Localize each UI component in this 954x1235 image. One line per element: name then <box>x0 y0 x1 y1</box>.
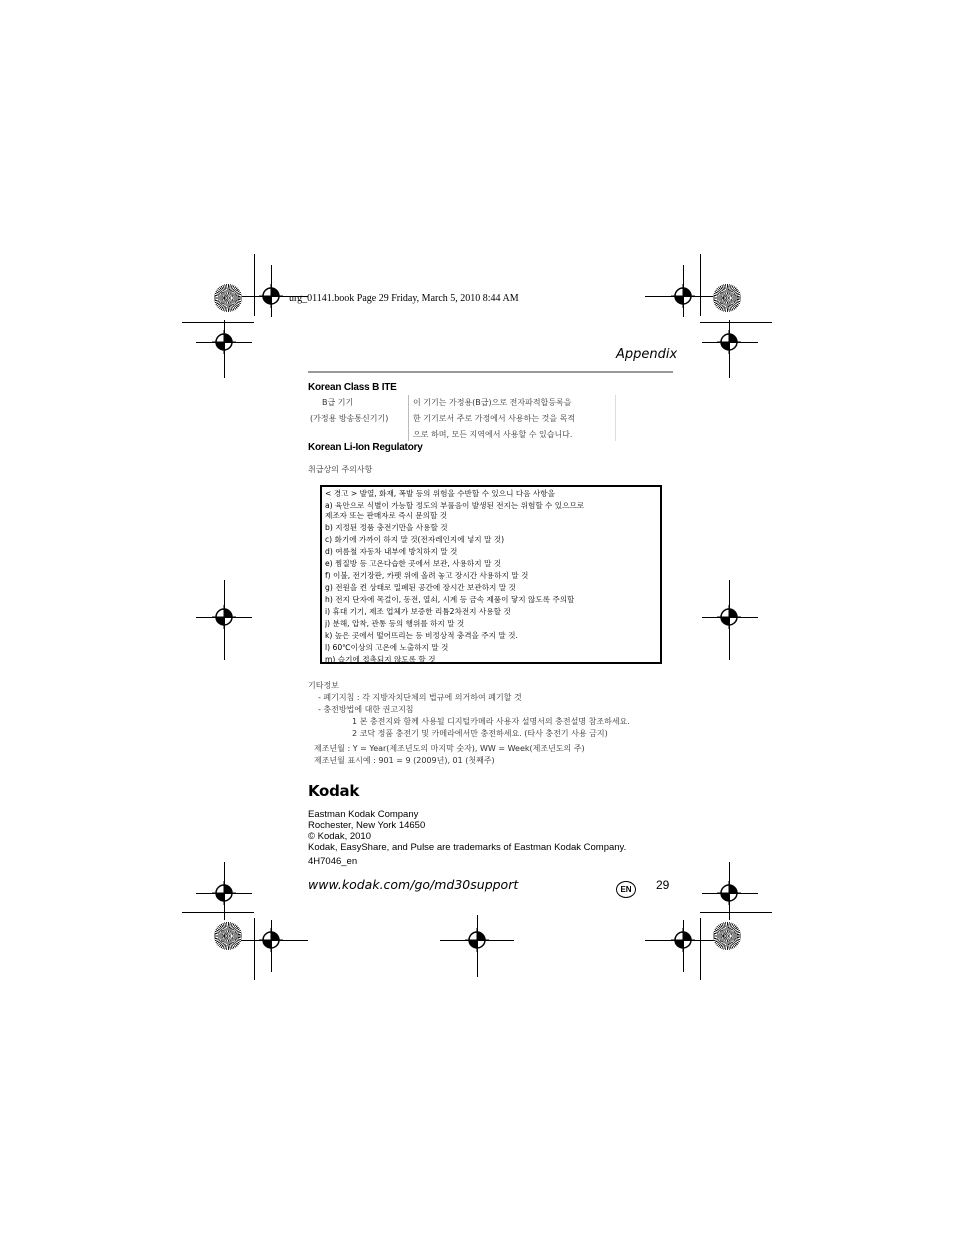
registration-target-icon <box>212 605 236 629</box>
warning-line: l) 60℃이상의 고온에 노출하지 말 것 <box>325 643 449 652</box>
registration-target-icon <box>717 330 741 354</box>
company-line: Kodak, EasyShare, and Pulse are trademarks of Eastman Kodak Company. <box>308 842 627 853</box>
warning-line: b) 지정된 정품 충전기만을 사용할 것 <box>325 523 448 532</box>
registration-target-icon <box>259 928 283 952</box>
liion-warning-box <box>320 485 662 664</box>
other-info-line: 제조년월 : Y = Year(제조년도의 마지막 숫자), WW = Week(제조년도의 주) <box>314 744 585 753</box>
class-b-right-line: 이 기기는 가정용(B급)으로 전자파적합등록을 <box>413 398 572 407</box>
page-number: 29 <box>656 878 670 892</box>
class-b-right-border <box>615 395 616 441</box>
warning-line: a) 육안으로 식별이 가능할 정도의 부풀음이 발생된 전지는 위험할 수 있으므로 <box>325 501 585 510</box>
document-code: 4H7046_en <box>308 856 358 867</box>
star-target-icon <box>713 284 741 312</box>
company-info <box>308 809 626 853</box>
warning-line: d) 여름철 자동차 내부에 방치하지 말 것 <box>325 547 458 556</box>
warning-line: < 경고 > 발열, 화재, 폭발 등의 위험을 수반할 수 있으니 다음 사항을 <box>325 489 555 498</box>
warning-line: h) 전지 단자에 목걸이, 동전, 열쇠, 시계 등 금속 제품이 닿지 않도록 주의할 <box>325 595 575 604</box>
warning-line: c) 화기에 가까이 하지 말 것(전자레인지에 넣지 말 것) <box>325 535 505 544</box>
class-b-right-line: 으로 하며, 모든 지역에서 사용할 수 있습니다. <box>413 430 573 439</box>
company-line: Eastman Kodak Company <box>308 809 419 820</box>
registration-target-icon <box>212 330 236 354</box>
warning-line: 제조자 또는 판매자로 즉시 문의할 것 <box>325 511 448 520</box>
other-info-line: - 폐기지침 : 각 지방자치단체의 법규에 의거하여 폐기할 것 <box>318 693 522 702</box>
registration-target-icon <box>671 928 695 952</box>
liion-subtitle: 취급상의 주의사항 <box>308 465 373 474</box>
warning-line: f) 이불, 전기장판, 카펫 위에 올려 놓고 장시간 사용하지 말 것 <box>325 571 529 580</box>
registration-target-icon <box>465 928 489 952</box>
class-b-left-line: B급 기기 <box>322 398 354 407</box>
star-target-icon <box>713 922 741 950</box>
registration-target-icon <box>717 881 741 905</box>
language-badge: EN <box>616 881 636 898</box>
company-line: Rochester, New York 14650 <box>308 820 426 831</box>
warning-line: g) 전원을 켠 상태로 밀폐된 공간에 장시간 보관하지 말 것 <box>325 583 516 592</box>
class-b-notice-table <box>308 395 616 441</box>
korean-liion-label: Korean Li-Ion Regulatory <box>308 442 423 453</box>
other-info-line: 1 본 충전지와 함께 사용될 디지털카메라 사용자 설명서의 충전설명 참조하세요. <box>352 717 630 726</box>
kodak-logo: Kodak <box>308 782 360 800</box>
company-line: © Kodak, 2010 <box>308 831 371 842</box>
class-b-right-line: 한 기기로서 주로 가정에서 사용하는 것을 목적 <box>413 414 576 423</box>
other-info-line: 2 코닥 정품 충전기 및 카메라에서만 충전하세요. (타사 충전기 사용 금지) <box>352 729 608 738</box>
warning-line: i) 휴대 기기, 제조 업체가 보증한 리튬2차전지 사용할 것 <box>325 607 511 616</box>
support-url[interactable]: www.kodak.com/go/md30support <box>308 877 519 892</box>
registration-target-icon <box>259 284 283 308</box>
star-target-icon <box>214 284 242 312</box>
class-b-divider <box>408 395 409 441</box>
section-title: Appendix <box>616 347 678 362</box>
warning-line: m) 습기에 접촉되지 않도록 할 것 <box>325 655 436 664</box>
warning-line: j) 분해, 압착, 관통 등의 행위를 하지 말 것 <box>325 619 465 628</box>
other-info-line: - 충전방법에 대한 권고지침 <box>318 705 414 714</box>
class-b-left-line: (가정용 방송통신기기) <box>310 414 389 423</box>
registration-target-icon <box>717 605 741 629</box>
korean-class-b-label: Korean Class B ITE <box>308 382 397 393</box>
registration-target-icon <box>671 284 695 308</box>
warning-line: k) 높은 곳에서 떨어뜨리는 등 비정상적 충격을 주지 말 것. <box>325 631 518 640</box>
section-rule <box>308 371 673 373</box>
warning-line: e) 찜질방 등 고온다습한 곳에서 보관, 사용하지 말 것 <box>325 559 502 568</box>
registration-target-icon <box>212 881 236 905</box>
other-info-heading: 기타정보 <box>308 681 339 690</box>
other-info-line: 제조년월 표시예 : 901 = 9 (2009년), 01 (첫째주) <box>314 756 495 765</box>
star-target-icon <box>214 922 242 950</box>
file-header-line: urg_01141.book Page 29 Friday, March 5, 2010 8:44 AM <box>289 293 519 304</box>
